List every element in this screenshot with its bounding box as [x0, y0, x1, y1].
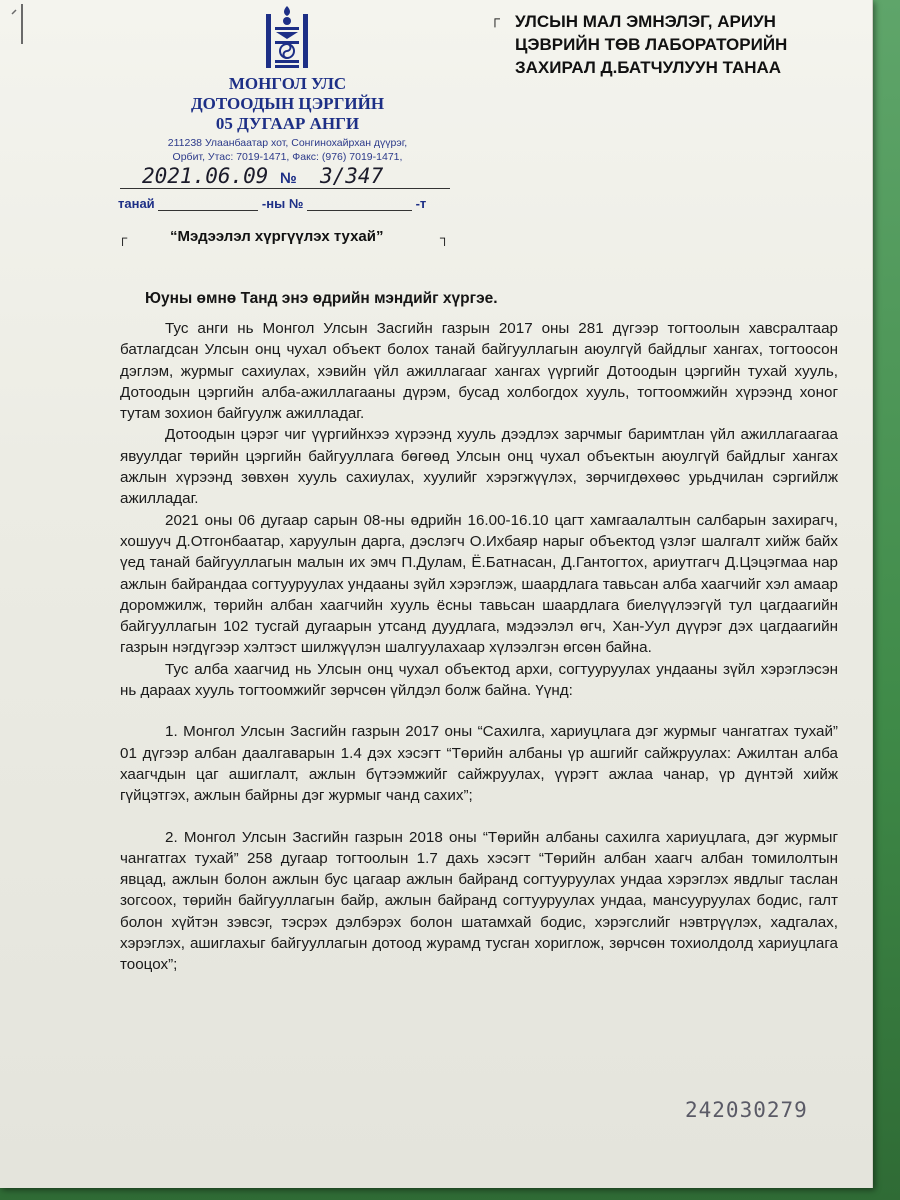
- recipient-corner-mark: ┌: [490, 10, 500, 26]
- org-line-unit-type: ДОТООДЫН ЦЭРГИЙН: [190, 94, 385, 113]
- letter-date: 2021.06.09: [142, 164, 269, 188]
- stamped-serial-number: 242030279: [685, 1098, 808, 1122]
- address-line-2: Орбит, Утас: 7019-1471, Факс: (976) 7019-1471,: [172, 151, 403, 163]
- ref-prefix: танай: [118, 196, 155, 211]
- greeting: Юуны өмнө Танд энэ өдрийн мэндийг хүргэе.: [145, 290, 498, 307]
- body-list-item: 2. Монгол Улсын Засгийн газрын 2018 оны “Төрийн албаны сахилга хариуцлага, дэг журмыг чангатгах тухай” 258 дугаар тогтоолын 1.7 дахь хэсэгт “Төрийн албан хаагч албан томилолтын явцад, ажлын болон ажлын бус цагаар ажлын байранд согтууруулах ундаа хэрэглэх явдлыг таслан зогсоох, төрийн байгууллагын байр, ажлын байранд согтууруулах ундаа, мансууруулах бодис, галт болон хүйтэн зэвсэг, тэсрэх дэлбэрэх болон шатамхай бодис, хэрэгслийг нэвтрүүлэх, хадгалах, хэрэглэх, ашиглахыг байгууллагын дотоод журамд тусган хориглож, зөрчсөн тохиолдолд хариуцлага тооцох”;: [120, 828, 838, 974]
- body-paragraph: Тус алба хаагчид нь Улсын онц чухал объектод архи, согтууруулах ундааны зүйл хэрэглэсэн нь дараах хууль тогтоомжийг зөрчсөн үйлдэл болж байна. Үүнд:: [120, 660, 838, 700]
- letter-number: 3/347: [320, 164, 384, 188]
- date-underline: [120, 188, 450, 189]
- ref-blank-date: [158, 198, 258, 211]
- body-paragraph: 2021 оны 06 дугаар сарын 08-ны өдрийн 16.00-16.10 цагт хамгаалалтын салбарын захирагч, хошууч Д.Отгонбаатар, харуулын дарга, дэслэгч О.Ихбаяр нарыг объектод үзлэг шалгалт хийж байх үед танай байгууллагын малын их эмч П.Дулам, Ё.Батнасан, Д.Гантогтох, ариутгагч Д.Цэцэгмаа нар ажлын байрандаа согтууруулах ундааны зүйл хэрэглэж, шаардлага тавьсан алба хаагчийг хэл амаар доромжилж, төрийн албан хаагчийн хууль ёсны тавьсан шаардлага биелүүлээгүй тул цагдаагийн байгууллагын 102 тусгай дугаарын утсанд дуудлага, мэдээлэл өгч, Хан-Уул дүүрэг дэх цагдаагийн газрын нэгдүгээр хэлтэст шилжүүлэн шалгуулахаар хүлээлгэн өгсөн байна.: [120, 511, 838, 657]
- body-paragraph: Тус анги нь Монгол Улсын Засгийн газрын 2017 оны 281 дүгээр тогтоолын хавсралтаар батлагдсан Улсын онц чухал объект болох танай байгууллагын аюулгүй байдлыг хангах, тогтоосон дэглэм, журмыг сахиулах, хэвийн үйл ажиллагааг хангах үүргийг Дотоодын цэргийн тухай хууль, Дотоодын цэргийн алба-ажиллагааны дүрэм, бусад холбогдох хууль, тогтоомжийн хүрээнд хоног тутам зохион байгуулж ажилладаг.: [120, 320, 838, 423]
- date-number-line: [120, 164, 460, 192]
- soyombo-emblem-icon: [262, 4, 312, 70]
- subject-open-bracket: ┌: [118, 230, 128, 245]
- subject-text: “Мэдээлэл хүргүүлэх тухай”: [170, 228, 384, 245]
- recipient-block: [515, 10, 835, 79]
- ref-blank-number: [307, 198, 412, 211]
- body-paragraph: Дотоодын цэрэг чиг үүргийнхээ хүрээнд хууль дээдлэх зарчмыг баримтлан үйл ажиллагаагаа явуулдаг төрийн цэргийн байгууллага бөгөөд Улсын онц чухал объектын аюулгүй байдлыг хангах ажлын хүрээнд зөвхөн хууль сахиулах, хуулийг хэрэгжүүлэх, зөрчигдөхөөс урьдчилан сэргийлж ажилладаг.: [120, 426, 838, 508]
- reference-line: [118, 196, 478, 211]
- org-line-unit-number: 05 ДУГААР АНГИ: [215, 114, 360, 133]
- address-line-1: 211238 Улаанбаатар хот, Сонгинохайрхан дүүрэг,: [167, 137, 408, 149]
- ref-mid: -ны №: [261, 196, 304, 211]
- number-label: №: [280, 170, 297, 187]
- organization-address: [140, 136, 435, 164]
- recipient-line-1: УЛСЫН МАЛ ЭМНЭЛЭГ, АРИУН: [515, 12, 776, 31]
- ref-suffix: -т: [415, 196, 427, 211]
- org-line-country: МОНГОЛ УЛС: [228, 74, 347, 93]
- recipient-line-2: ЦЭВРИЙН ТӨВ ЛАБОРАТОРИЙН: [515, 35, 788, 54]
- subject-close-bracket: ┐: [440, 230, 450, 245]
- letter-body: [120, 318, 838, 976]
- organization-name: [150, 74, 425, 134]
- hole-punch-mark: [6, 0, 46, 70]
- recipient-line-3: ЗАХИРАЛ Д.БАТЧУЛУУН ТАНАА: [515, 58, 782, 77]
- body-list-item: 1. Монгол Улсын Засгийн газрын 2017 оны “Сахилга, хариуцлага дэг журмыг чангатгах тухай” 01 дүгээр албан даалгаварын 1.4 дэх хэсэгт “Төрийн албаны үр ашгийг сайжруулах: Ажилтан алба хаагчдын цаг ашиглалт, ажлын бүтээмжийг сайжруулах, үүрэгт ажлаа чанар, үр дүнтэй хийж гүйцэтгэх, ажлын байрны дэг журмыг чанд сахих”;: [120, 723, 838, 805]
